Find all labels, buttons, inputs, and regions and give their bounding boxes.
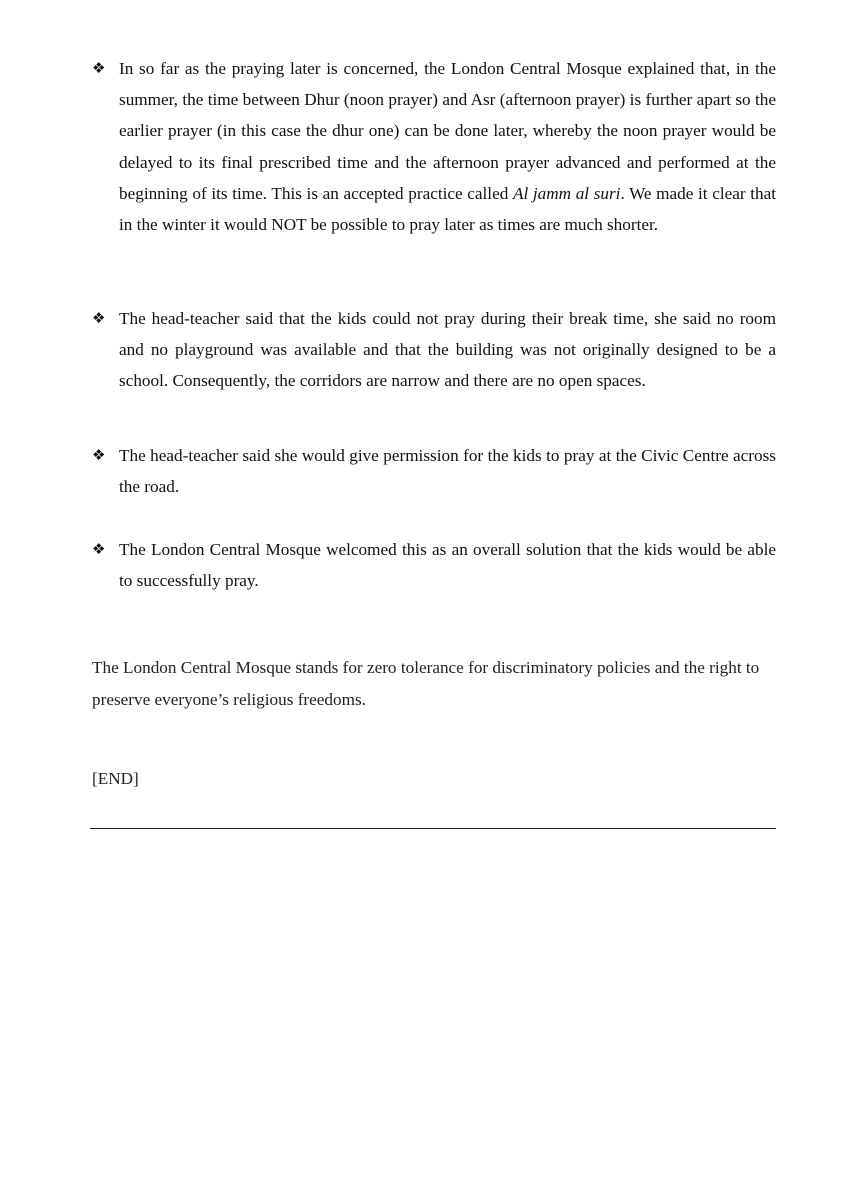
bullet-text: The head-teacher said that the kids could not pray during their break time, she said no room and no playground was available and that the building was not originally designed to be a school. Consequently, the corridors are narrow and there are no open spaces. <box>119 309 776 391</box>
bullet-text: The head-teacher said she would give permission for the kids to pray at the Civic Centre across the road. <box>119 446 776 497</box>
bullet-item-praying-later <box>92 53 776 240</box>
bullet-item-break-time <box>92 303 776 397</box>
bullet-text-part: . We made it clear that in the winter it would NOT be possible to pray later as times are much shorter. <box>119 183 777 235</box>
bullet-item-civic-centre <box>92 440 776 502</box>
diamond-bullet-icon: ❖ <box>92 540 106 558</box>
diamond-bullet-icon: ❖ <box>92 309 106 327</box>
end-marker: [END] <box>92 769 139 788</box>
diamond-bullet-icon: ❖ <box>92 59 106 77</box>
bullet-item-solution <box>92 534 776 596</box>
bullet-text-part: In so far as the praying later is concerned, the London Central Mosque explained that, in the summer, the time between Dhur (noon prayer) and Asr (afternoon prayer) is further apart so the earlier prayer (in this case the dhur one) can be done later, whereby the noon prayer would be delayed to its final prescribed time and the afternoon prayer advanced and performed at the beginning of its time. This is an accepted practice called <box>119 59 776 203</box>
closing-paragraph: The London Central Mosque stands for zero tolerance for discriminatory policies and the right to preserve everyone’s religious freedoms. <box>92 658 760 709</box>
horizontal-rule <box>90 828 776 829</box>
diamond-bullet-icon: ❖ <box>92 446 106 464</box>
bullet-text <box>119 53 776 240</box>
bullet-text: The London Central Mosque welcomed this as an overall solution that the kids would be able to successfully pray. <box>119 540 776 591</box>
bullet-text-italic-term: Al jamm al suri <box>512 183 621 203</box>
